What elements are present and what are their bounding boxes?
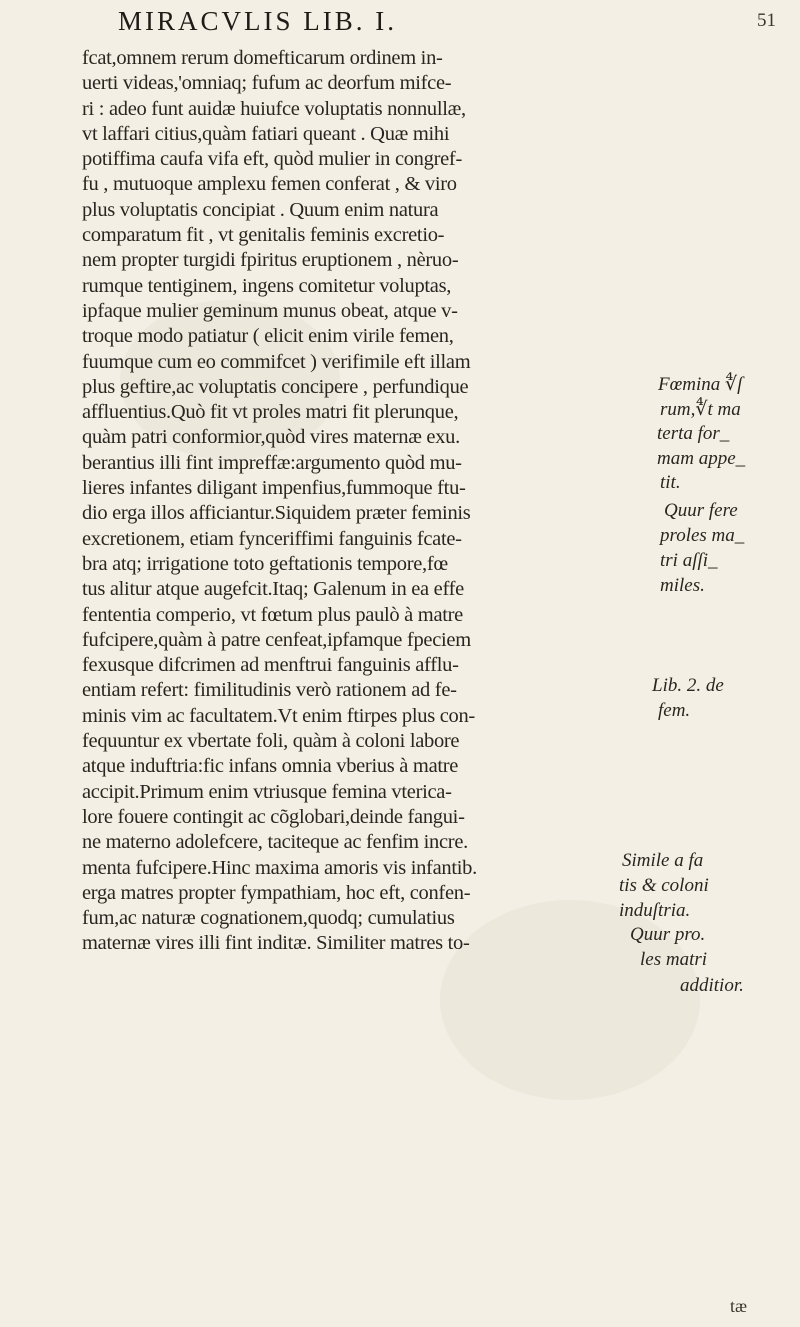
text-line: fuumque cum eo commifcet ) verifimile eft illam: [82, 350, 471, 373]
margin-note: rum,∜t ma: [660, 399, 741, 420]
margin-note: induſtria.: [619, 900, 691, 921]
text-line: ri : adeo funt auidæ huiufce voluptatis nonnullæ,: [82, 97, 466, 120]
text-line: erga matres propter fympathiam, hoc eft, confen-: [82, 881, 471, 904]
margin-note: proles ma_: [660, 525, 745, 546]
text-line: affluentius.Quò fit vt proles matri fit plerunque,: [82, 401, 459, 424]
running-title: MIRACVLIS LIB. I.: [118, 6, 397, 36]
text-line: plus voluptatis concipiat . Quum enim natura: [82, 198, 439, 221]
running-header: [0, 6, 800, 40]
margin-note: tri aſſi_: [660, 550, 718, 571]
text-line: fufcipere,quàm à patre cenfeat,ipfamque fpeciem: [82, 628, 471, 651]
text-line: fcat,omnem rerum domefticarum ordinem in-: [82, 47, 443, 69]
text-line: fum,ac naturæ cognationem,quodq; cumulatius: [82, 907, 455, 930]
text-line: atque induftria:fic infans omnia vberius à matre: [82, 755, 459, 778]
text-line: lieres infantes diligant impenfius,fummoque ftu-: [82, 477, 466, 500]
text-line: excretionem, etiam fynceriffimi fanguinis fcate-: [82, 527, 462, 550]
text-line: vt laffari citius,quàm fatiari queant . Quæ mihi: [82, 122, 450, 145]
text-line: dio erga illos afficiantur.Siquidem præter feminis: [82, 502, 471, 525]
margin-note: Quur fere: [664, 500, 738, 521]
margin-note: miles.: [660, 575, 705, 596]
text-line: potiffima caufa vifa eft, quòd mulier in congref-: [82, 148, 462, 171]
text-line: comparatum fit , vt genitalis feminis excretio-: [82, 224, 445, 247]
margin-note: tit.: [660, 472, 681, 493]
margin-note: Lib. 2. de: [652, 675, 724, 696]
text-line: maternæ vires illi fint inditæ. Similiter matres to-: [82, 932, 470, 955]
text-line: nem propter turgidi fpiritus eruptionem , nèruo-: [82, 249, 459, 272]
margin-note: Quur pro.: [630, 924, 706, 945]
text-line: ne materno adolefcere, taciteque ac fenfim incre.: [82, 831, 468, 854]
text-line: troque modo patiatur ( elicit enim virile femen,: [82, 325, 454, 348]
text-line: rumque tentiginem, ingens comitetur voluptas,: [82, 274, 452, 297]
text-line: minis vim ac facultatem.Vt enim ftirpes plus con-: [82, 704, 475, 727]
text-line: entiam refert: fimilitudinis verò rationem ad fe-: [82, 679, 457, 702]
text-line: lore fouere contingit ac cõglobari,deinde fangui-: [82, 805, 465, 828]
text-line: uerti videas,'omniaq; fufum ac deorfum mifce-: [82, 72, 452, 95]
text-line: fententia comperio, vt fœtum plus paulò à matre: [82, 603, 463, 626]
text-line: plus geftire,ac voluptatis concipere , perfundique: [82, 375, 469, 398]
text-line: accipit.Primum enim vtriusque femina vterica-: [82, 780, 452, 803]
margin-note: terta for_: [657, 423, 730, 444]
text-line: menta fufcipere.Hinc maxima amoris vis infantib.: [82, 856, 477, 879]
margin-note: les matri: [640, 949, 708, 970]
margin-note: Fœmina ∜ſ: [658, 374, 743, 395]
margin-note: fem.: [658, 700, 691, 721]
text-line: berantius illi fint impreffæ:argumento quòd mu-: [82, 451, 462, 474]
margin-note: Simile a fa: [622, 850, 704, 871]
body-text: [82, 46, 630, 957]
text-line: fequuntur ex vbertate foli, quàm à coloni labore: [82, 730, 460, 753]
text-line: bra atq; irrigatione toto geftationis tempore,fœ: [82, 552, 448, 575]
margin-note: tis & coloni: [619, 875, 709, 896]
margin-note: mam appe_: [657, 448, 746, 469]
margin-note: additior.: [680, 975, 744, 996]
text-line: quàm patri conformior,quòd vires maternæ exu.: [82, 426, 460, 449]
text-line: tus alitur atque augefcit.Itaq; Galenum in ea effe: [82, 578, 464, 601]
text-line: fexusque difcrimen ad menftrui fanguinis afflu-: [82, 654, 459, 677]
text-line: fu , mutuoque amplexu femen conferat , & viro: [82, 173, 457, 196]
page-number: 51: [757, 10, 776, 31]
text-line: ipfaque mulier geminum munus obeat, atque v-: [82, 299, 458, 322]
catchword: tæ: [730, 1296, 748, 1316]
